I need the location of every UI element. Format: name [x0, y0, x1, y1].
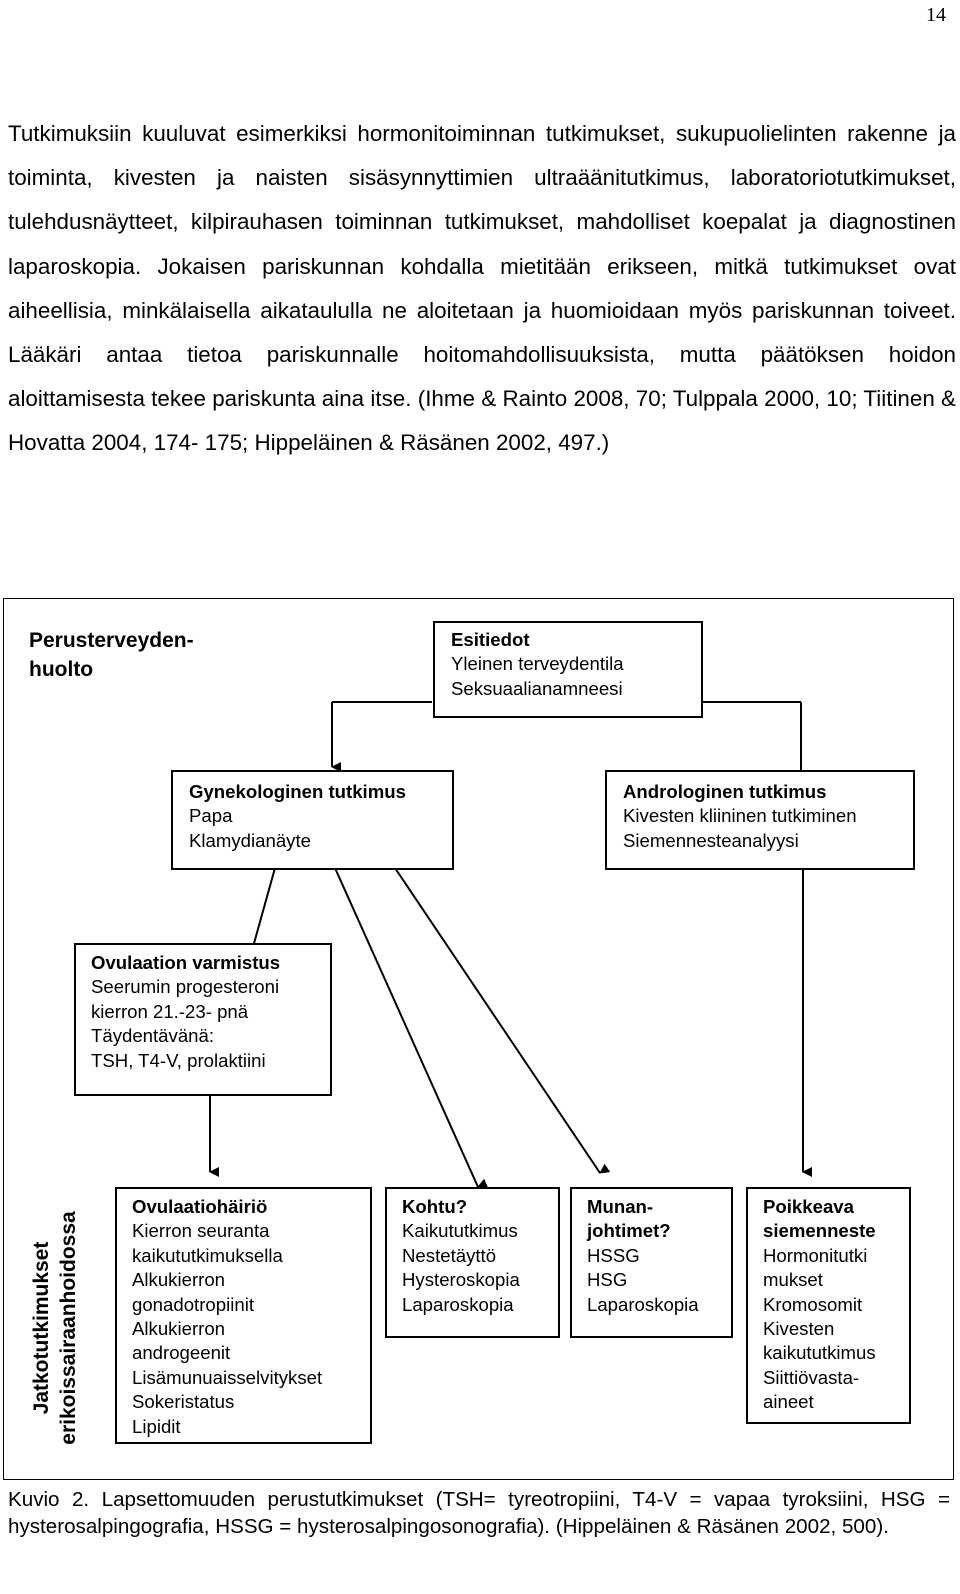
ovulation-check-line: TSH, T4-V, prolaktiini [91, 1049, 266, 1071]
ovulation-check-line: Täydentävänä: [91, 1025, 215, 1047]
fallopian-line: HSG [587, 1269, 628, 1291]
abnormal-semen-title: Poikkeava [763, 1196, 854, 1217]
gynecological-box [171, 770, 454, 870]
abnormal-semen-line: mukset [763, 1269, 823, 1291]
abnormal-semen-box [746, 1187, 911, 1424]
background-title: Esitiedot [451, 629, 530, 650]
andrological-line: Siemennesteanalyysi [623, 829, 799, 851]
ovulation-check-title: Ovulaation varmistus [91, 952, 281, 973]
ovulation-disorder-title: Ovulaatiohäiriö [132, 1196, 268, 1217]
ovulation-disorder-box [115, 1187, 372, 1444]
abnormal-semen-line: kaikututkimus [763, 1342, 876, 1364]
abnormal-semen-line: Siittiövasta- [763, 1366, 860, 1388]
abnormal-semen-line: aineet [763, 1391, 814, 1413]
ovulation-check-box [74, 943, 332, 1096]
gynecological-title: Gynekologinen tutkimus [189, 781, 406, 802]
uterus-line: Kaikututkimus [402, 1220, 518, 1242]
fallopian-title: johtimet? [587, 1220, 671, 1242]
uterus-line: Nestetäyttö [402, 1244, 497, 1266]
background-box [433, 621, 703, 718]
ovulation-disorder-line: gonadotropiinit [132, 1293, 254, 1315]
fallopian-line: Laparoskopia [587, 1293, 699, 1315]
abnormal-semen-title: siemenneste [763, 1220, 876, 1242]
ovulation-disorder-line: androgeenit [132, 1342, 231, 1364]
ovulation-check-line: Seerumin progesteroni [91, 976, 280, 998]
ovulation-disorder-line: kaikututkimuksella [132, 1244, 283, 1266]
specialist-label-line1: Jatkotutkimukset [30, 1241, 53, 1415]
background-line: Seksuaalianamneesi [451, 677, 623, 699]
page-number: 14 [926, 4, 946, 26]
andrological-line: Kivesten kliininen tutkiminen [623, 805, 857, 827]
ovulation-disorder-line: Alkukierron [132, 1269, 226, 1291]
ovulation-disorder-line: Kierron seuranta [132, 1220, 270, 1242]
ovulation-disorder-line: Alkukierron [132, 1318, 226, 1340]
uterus-line: Hysteroskopia [402, 1269, 520, 1291]
figure-caption: Kuvio 2. Lapsettomuuden perustutkimukset (TSH= tyreotropiini, T4-V = vapaa tyroksiini, HSG = hysterosalpingografia, HSSG = hysterosalpingosonografia). (Hippeläinen & Räsänen 2002, 500). [8, 1488, 950, 1538]
specialist-label-line2: erikoissairaanhoidossa [57, 1211, 80, 1445]
uterus-title: Kohtu? [402, 1196, 468, 1217]
andrological-title: Androloginen tutkimus [623, 781, 827, 802]
gynecological-line: Klamydianäyte [189, 829, 311, 851]
ovulation-disorder-line: Sokeristatus [132, 1391, 235, 1413]
fallopian-line: HSSG [587, 1244, 640, 1266]
ovulation-disorder-line: Lisämunuaisselvitykset [132, 1366, 323, 1388]
fallopian-title: Munan- [587, 1196, 654, 1217]
background-line: Yleinen terveydentila [451, 653, 624, 675]
abnormal-semen-line: Kromosomit [763, 1293, 863, 1315]
uterus-box [385, 1187, 560, 1338]
andrological-box [605, 770, 915, 870]
uterus-line: Laparoskopia [402, 1293, 514, 1315]
ovulation-disorder-line: Lipidit [132, 1415, 181, 1437]
fallopian-box [570, 1187, 733, 1338]
specialist-care-label [28, 1190, 86, 1466]
gynecological-line: Papa [189, 805, 233, 827]
ovulation-check-line: kierron 21.-23- pnä [91, 1000, 249, 1022]
body-paragraph: Tutkimuksiin kuuluvat esimerkiksi hormonitoiminnan tutkimukset, sukupuolielinten rakenne ja toiminta, kivesten ja naisten sisäsynnyttimien ultraäänitutkimus, laboratoriotutkimukset, tulehdusnäytteet, kilpirauhasen toiminnan tutkimukset, mahdolliset koepalat ja diagnostinen laparoskopia. Jokaisen pariskunnan kohdalla mietitään erikseen, mitkä tutkimukset ovat aiheellisia, minkälaisella aikataululla ne aloitetaan ja huomioidaan myös pariskunnan toiveet. Lääkäri antaa tietoa pariskunnalle hoitomahdollisuuksista, mutta päätöksen hoidon aloittamisesta tekee pariskunta aina itse. (Ihme & Rainto 2008, 70; Tulppala 2000, 10; Tiitinen & Hovatta 2004, 174- 175; Hippeläinen & Räsänen 2002, 497.) [8, 121, 956, 456]
primary-care-label: Perusterveyden- huolto [29, 629, 194, 681]
abnormal-semen-line: Kivesten [763, 1318, 835, 1340]
abnormal-semen-line: Hormonitutki [763, 1244, 868, 1266]
